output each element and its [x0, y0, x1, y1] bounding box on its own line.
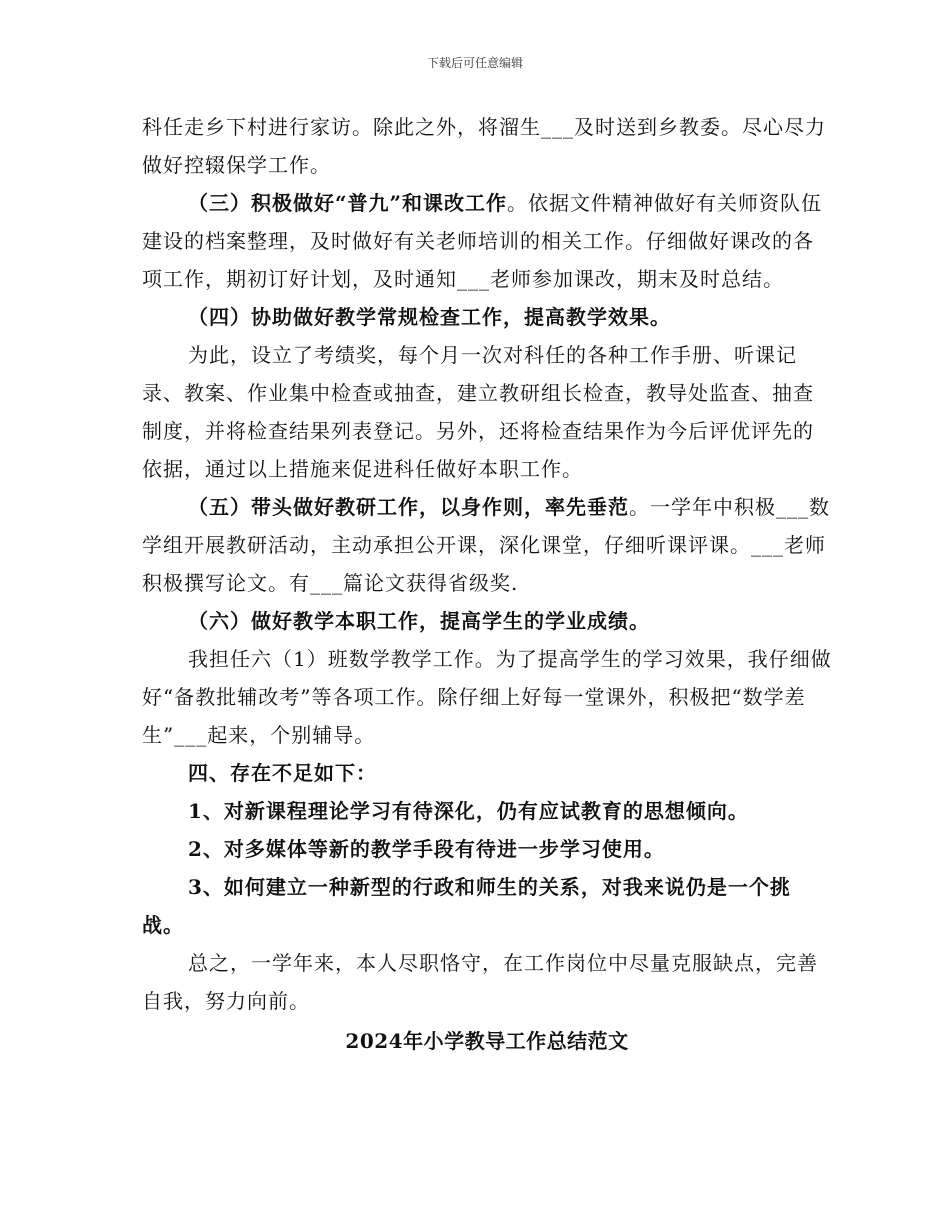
list-item: 3、如何建立一种新型的行政和师生的关系，对我来说仍是一个挑战。	[142, 875, 791, 937]
document-body	[142, 108, 832, 1060]
section-heading: （六）做好教学本职工作，提高学生的学业成绩。	[188, 609, 650, 633]
paragraph: 科任走乡下村进行家访。除此之外，将溜生___及时送到乡教委。尽心尽力做好控辍保学工作。	[142, 115, 826, 177]
paragraph: 我担任六（1）班数学教学工作。为了提高学生的学习效果，我仔细做好“备教批辅改考”等各项工作。除仔细上好每一堂课外，积极把“数学差生”___起来，个别辅导。	[142, 647, 832, 747]
section-heading: （四）协助做好教学常规检查工作，提高教学效果。	[188, 305, 671, 329]
paragraph: 为此，设立了考绩奖，每个月一次对科任的各种工作手册、听课记录、教案、作业集中检查或抽查，建立教研组长检查，教导处监查、抽查制度，并将检查结果列表登记。另外，还将检查结果作为今后评优评先的依据，通过以上措施来促进科任做好本职工作。	[142, 343, 814, 481]
section-heading: （五）带头做好教研工作，以身作则，率先垂范	[188, 495, 629, 519]
paragraph: 总之，一学年来，本人尽职恪守，在工作岗位中尽量克服缺点，完善自我，努力向前。	[142, 951, 818, 1013]
paragraph-text: 。依据文件精神做好有关师资队伍建设的档案整理，及时做好有关老师培训的相关工作。仔细做好课改的各项工作，期初订好计划，及时通知___老师参加课改，期末及时总结。	[142, 191, 823, 291]
paragraph	[142, 488, 832, 602]
document-title: 2024年小学教导工作总结范文	[345, 1029, 629, 1053]
paragraph	[142, 184, 832, 298]
paragraph-text: 。一学年中积极___数学组开展教研活动，主动承担公开课，深化课堂，仔细听课评课。___老师积极撰写论文。有___篇论文获得省级奖.	[142, 495, 830, 595]
section-heading: 四、存在不足如下：	[188, 761, 377, 785]
list-item: 1、对新课程理论学习有待深化，仍有应试教育的思想倾向。	[188, 799, 749, 823]
section-heading: （三）积极做好“普九”和课改工作	[188, 191, 508, 215]
header-note: 下载后可任意编辑	[426, 56, 523, 70]
list-item: 2、对多媒体等新的教学手段有待进一步学习使用。	[188, 837, 665, 861]
